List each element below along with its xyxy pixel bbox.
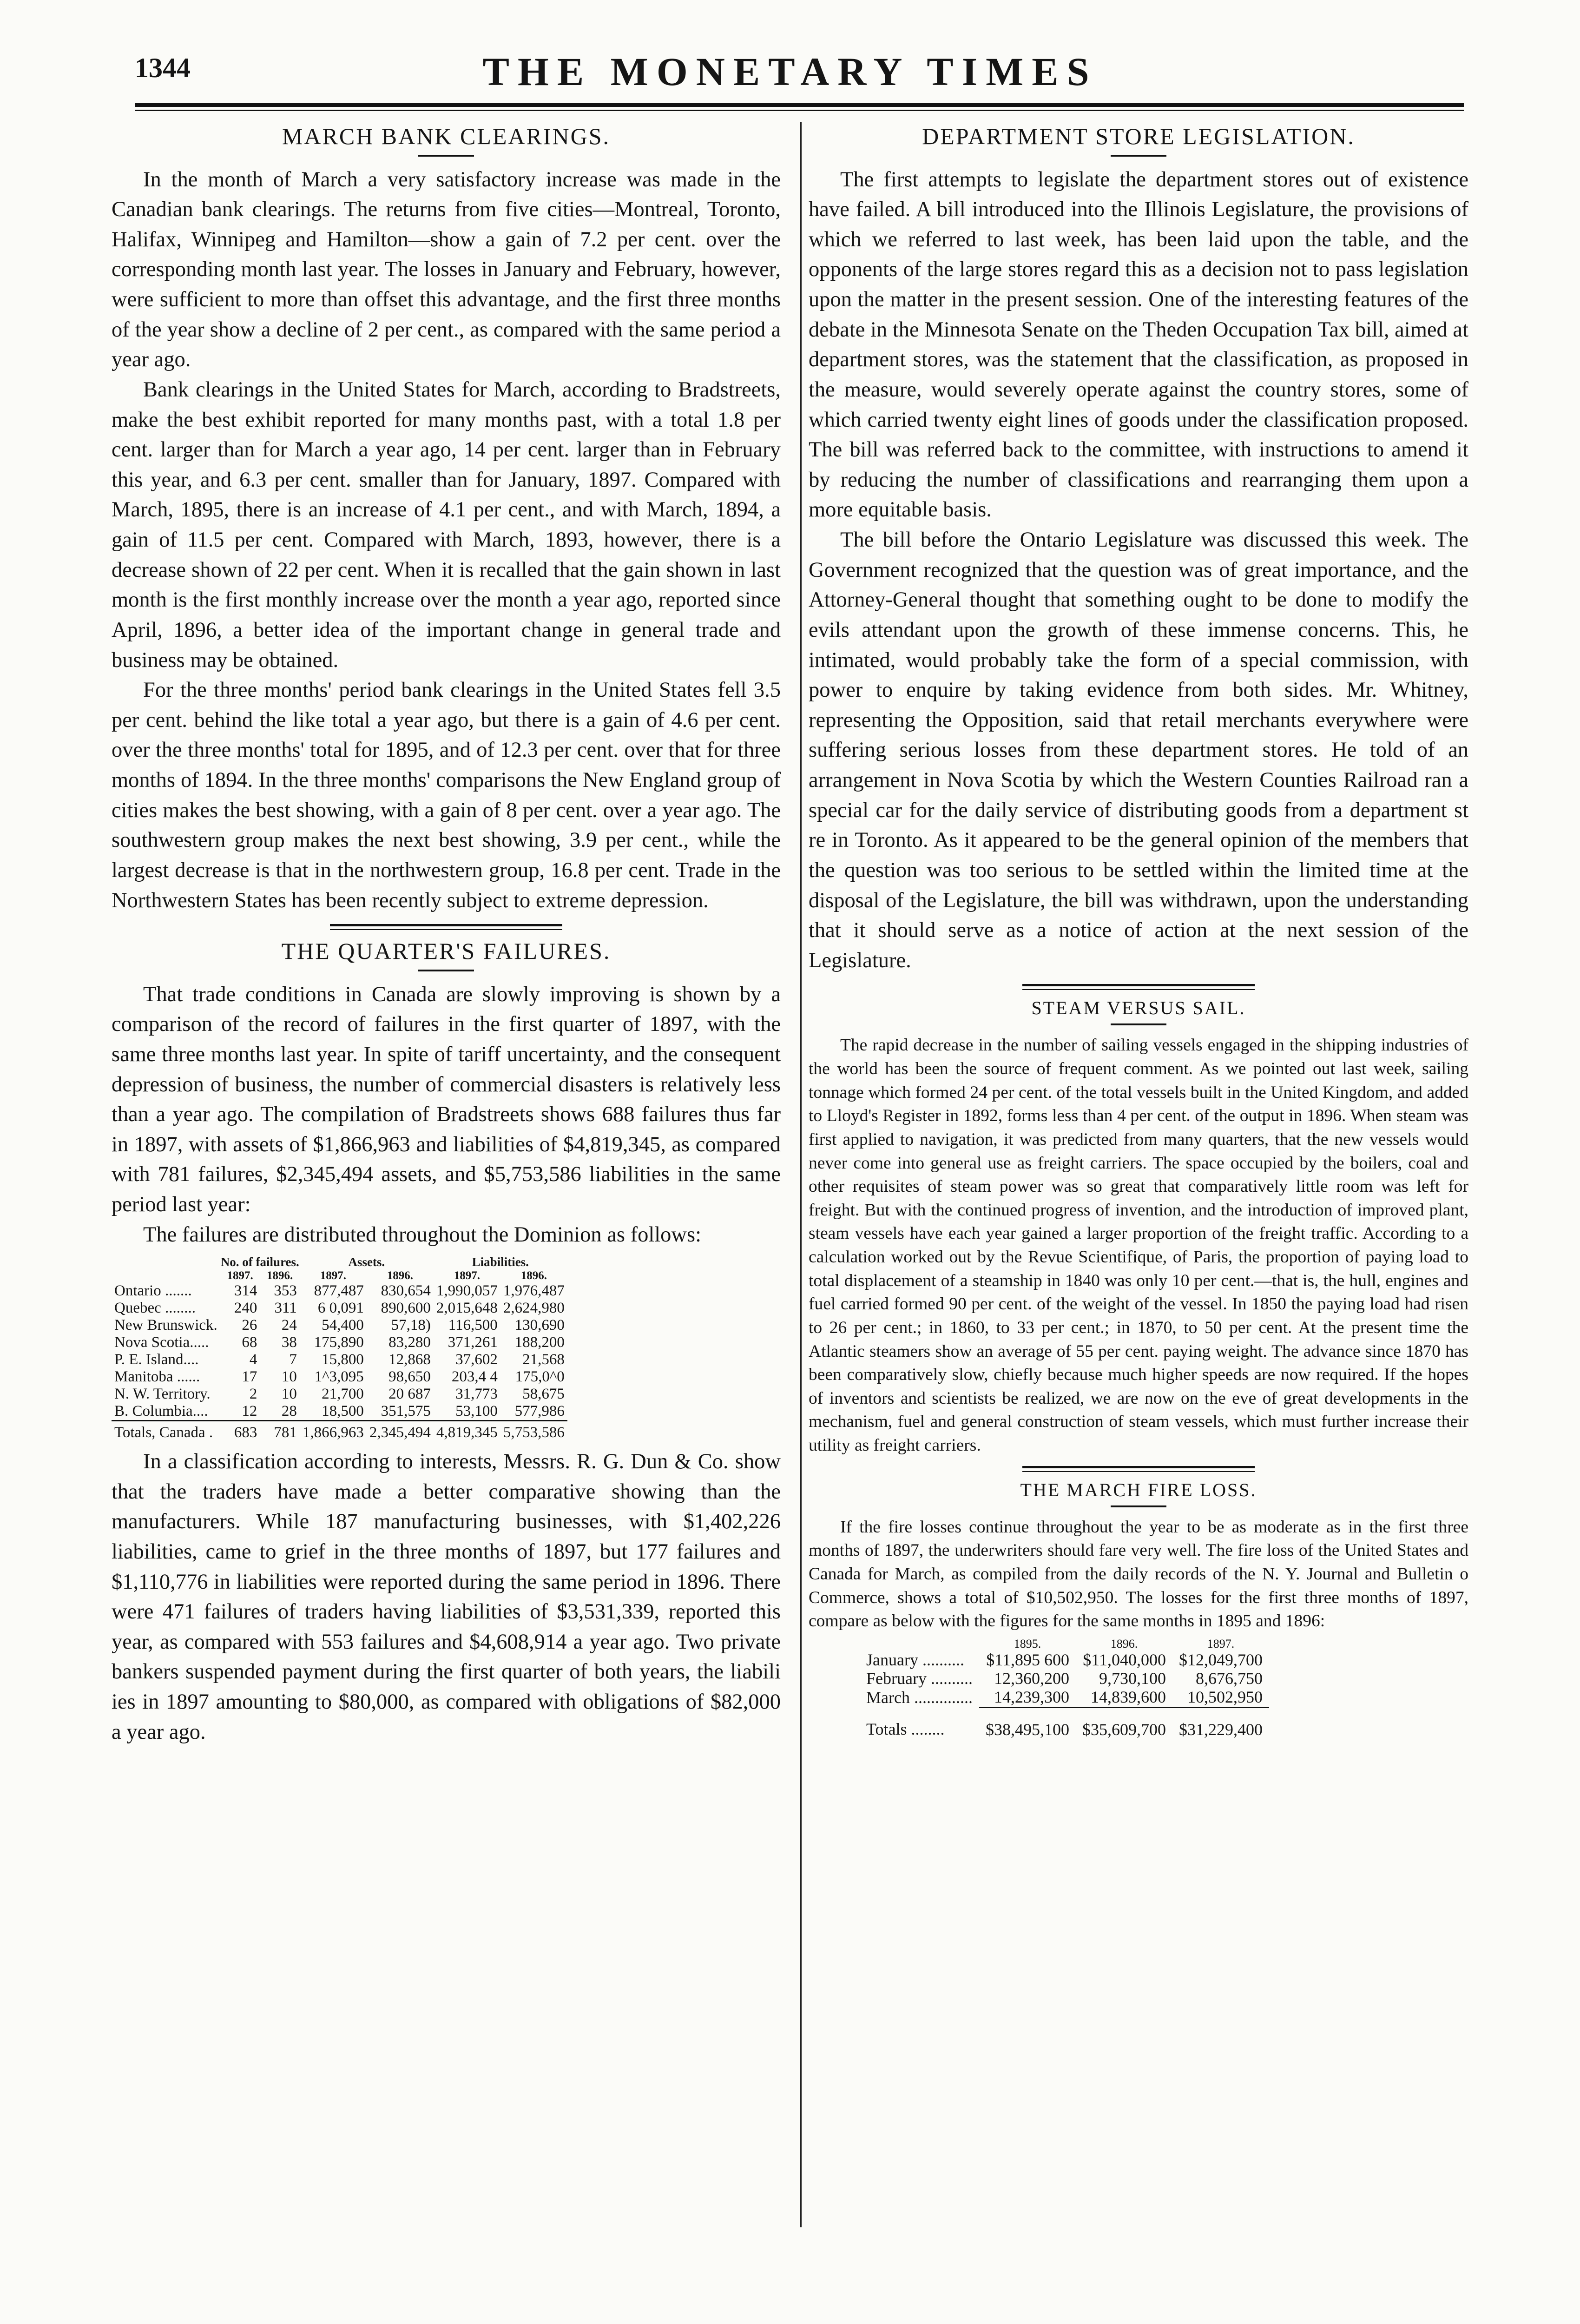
row-label: Ontario .......	[114, 1282, 192, 1300]
table-cell: 203,4 4	[451, 1368, 498, 1386]
table-cell: $31,229,400	[1172, 1707, 1269, 1739]
table-cell: 4	[249, 1351, 257, 1368]
table-cell: 7	[289, 1351, 297, 1368]
header-rule-thin	[135, 110, 1464, 111]
table-row	[112, 1282, 567, 1300]
right-column	[809, 122, 1468, 1739]
row-label: P. E. Island....	[114, 1351, 199, 1368]
table-row	[860, 1669, 1269, 1688]
table-row	[112, 1300, 567, 1317]
table-cell: 58,675	[522, 1386, 565, 1403]
table-cell: 371,261	[448, 1334, 498, 1351]
row-label: February ..........	[866, 1669, 973, 1688]
table-cell: 781	[260, 1421, 300, 1441]
row-label: B. Columbia....	[114, 1403, 208, 1420]
table-cell: 54,400	[322, 1317, 364, 1334]
article-title: DEPARTMENT STORE LEGISLATION.	[922, 123, 1355, 149]
table-cell: $12,049,700	[1178, 1650, 1263, 1669]
article-quarters-failures	[112, 937, 781, 1747]
table-cell: 1,990,057	[436, 1282, 498, 1300]
title-dash	[418, 970, 474, 971]
article-march-bank-clearings	[112, 122, 781, 916]
table-cell: 9,730,100	[1099, 1669, 1166, 1688]
failures-table	[112, 1254, 567, 1441]
table-cell: 26	[242, 1317, 257, 1334]
table-cell: 31,773	[455, 1386, 498, 1403]
paragraph: The first attempts to legislate the department stores out of existence have failed. A bill introduced into the Illinois Legislature, the provisions of which we referred to last week, has been laid upon the table, and the opponents of the large stores regard this as a decision not to pass legislation upon the matter in the present session. One of the interesting features of the debate in the Minnesota Senate on the Theden Occupation Tax bill, aimed at department stores, was the statement that the classification, as proposed in the measure, would severely operate against the country stores, some of which carried twenty eight lines of goods under the classification proposed. The bill was referred back to the committee, with instructions to amend it by reducing the number of classifications and rearranging them upon a more equitable basis.	[809, 167, 1468, 522]
table-cell: 577,986	[514, 1403, 565, 1420]
table-row	[860, 1688, 1269, 1707]
table-cell: 351,575	[381, 1403, 431, 1420]
article-department-store	[809, 122, 1468, 976]
paragraph: The bill before the Ontario Legislature was discussed this week. The Government recognized that the question was of great importance, and the Attorney-General thought that something ought to be done to modify the evils attendant upon the growth of these immense concerns. This, he intimated, would probably take the form of a special commission, with power to enquire by taking evidence from both sides. Mr. Whitney, representing the Opposition, said that retail merchants everywhere were suffering serious losses from these department stores. He told of an arrangement in Nova Scotia by which the Western Counties Railroad ran a special car for the daily service of distributing goods from a department st re in Toronto. As it appeared to be the general opinion of the members that the question was too serious to be settled within the limited time at the disposal of the Legislature, the bill was withdrawn, upon the understanding that it should serve as a notice of action at the next session of the Legislature.	[809, 528, 1468, 972]
table-cell: 10	[281, 1368, 297, 1386]
table-cell: 240	[234, 1300, 257, 1317]
table-row	[112, 1334, 567, 1351]
table-row	[112, 1317, 567, 1334]
table-cell: 18,500	[322, 1403, 364, 1420]
table-cell: 57,18)	[391, 1317, 431, 1334]
table-cell: 83,280	[388, 1334, 431, 1351]
table-cell: 24	[281, 1317, 297, 1334]
table-cell: 353	[274, 1282, 297, 1300]
paragraph: In the month of March a very satisfactory increase was made in the Canadian bank clearings. The returns from five cities—Montreal, Toronto, Halifax, Winnipeg and Hamilton—show a gain of 7.2 per cent. over the corresponding month last year. The losses in January and February, however, were sufficient to more than offset this advantage, and the first three months of the year show a decline of 2 per cent., as compared with the same period a year ago.	[112, 167, 781, 372]
year-header: 1896.	[1110, 1637, 1138, 1651]
table-cell: 14,239,300	[994, 1688, 1069, 1707]
table-cell: 38	[281, 1334, 297, 1351]
table-totals-row	[112, 1421, 567, 1441]
table-cell: 116,500	[448, 1317, 498, 1334]
table-cell: 10	[281, 1386, 297, 1403]
title-dash	[418, 155, 474, 157]
failures-table-body	[112, 1282, 567, 1420]
table-cell: $35,609,700	[1076, 1707, 1172, 1739]
column-divider	[800, 122, 802, 2227]
table-cell: 8,676,750	[1195, 1669, 1263, 1688]
paragraph: In a classification according to interests, Messrs. R. G. Dun & Co. show that the traders have made a better comparative showing than the manufacturers. While 187 manufacturing businesses, with $1,402,226 liabilities, came to grief in the three months of 1897, but 177 failures and $1,110,776 in liabilities were reported during the same period in 1896. There were 471 failures of traders having liabilities of $3,531,339, reported this year, as compared with 553 failures and $4,608,914 a year ago. Two private bankers suspended payment during the first quarter of both years, the liabili ies in 1897 amounting to $80,000, as compared with obligations of $82,000 a year ago.	[112, 1450, 781, 1744]
paragraph: If the fire losses continue throughout the year to be as moderate as in the first three months of 1897, the underwriters should fare very well. The fire loss of the United States and Canada for March, as compiled from the daily records of the N. Y. Journal and Bulletin o Commerce, shows a total of $10,502,950. The losses for the first three months of 1897, compare as below with the figures for the same months in 1895 and 1896:	[809, 1517, 1468, 1631]
table-cell: $11,895 600	[986, 1650, 1069, 1669]
table-cell: 10,502,950	[1187, 1688, 1263, 1707]
row-label: Nova Scotia.....	[114, 1334, 209, 1351]
page-number: 1344	[135, 53, 191, 83]
year-header: 1896.	[387, 1269, 413, 1282]
table-cell: 2,345,494	[367, 1421, 434, 1441]
row-label: Manitoba ......	[114, 1368, 200, 1386]
table-group-header: Assets.	[348, 1255, 385, 1269]
table-cell: 188,200	[514, 1334, 565, 1351]
table-cell: 21,568	[522, 1351, 565, 1368]
table-cell: 890,600	[381, 1300, 431, 1317]
year-header: 1896.	[266, 1269, 293, 1282]
table-group-header: No. of failures.	[220, 1255, 299, 1269]
row-label: N. W. Territory.	[114, 1386, 211, 1403]
row-label: New Brunswick.	[114, 1317, 217, 1334]
year-header: 1897.	[1207, 1637, 1235, 1651]
table-cell: 98,650	[388, 1368, 431, 1386]
table-row	[112, 1351, 567, 1368]
table-cell: 175,890	[314, 1334, 364, 1351]
row-label: March ..............	[866, 1688, 973, 1707]
table-cell: 4,819,345	[434, 1421, 500, 1441]
left-column	[112, 122, 781, 1747]
article-title: STEAM VERSUS SAIL.	[1031, 997, 1246, 1019]
table-row	[112, 1386, 567, 1403]
title-dash	[1111, 1023, 1166, 1025]
table-cell: $38,495,100	[979, 1707, 1076, 1739]
header-rule	[135, 103, 1464, 107]
table-cell: 683	[220, 1421, 260, 1441]
paragraph: That trade conditions in Canada are slowly improving is shown by a comparison of the record of failures in the first quarter of 1897, with the same three months last year. In spite of tariff uncertainty, and the consequent depression of business, the number of commercial disasters is relatively less than a year ago. The compilation of Bradstreets shows 688 failures thus far in 1897, with assets of $1,866,963 and liabilities of $4,819,345, as compared with 781 failures, $2,345,494 assets, and $5,753,586 liabilities in the same period last year:	[112, 982, 781, 1216]
table-cell: 17	[242, 1368, 257, 1386]
paragraph: The rapid decrease in the number of sailing vessels engaged in the shipping industries of the world has been the source of frequent comment. As we pointed out last week, sailing tonnage which formed 24 per cent. of the total vessels built in the United Kingdom, and added to Lloyd's Register in 1892, forms less than 4 per cent. of the output in 1896. When steam was first applied to navigation, it was predicted from many quarters, that the new vessels would never come into general use as freight carriers. The space occupied by the boilers, coal and other requisites of steam power was so great that comparatively little room was left for freight. But with the continued progress of invention, and the introduction of improved plant, steam vessels have each year gained a larger proportion of the freight traffic. According to a calculation worked out by the Revue Scientifique, of Paris, the proportion of paying load to total displacement of a steamship in 1840 was only 10 per cent.—that is, the hull, engines and fuel carried formed 90 per cent. of the weight of the vessel. In 1850 the paying load had risen to 26 per cent.; in 1860, to 33 per cent.; in 1870, to 50 per cent. At the present time the Atlantic steamers show an average of 55 per cent. paying weight. The advance since 1870 has been comparatively slow, chiefly because much higher speeds are now required. If the hopes of inventors and scientists be realized, we are now on the eve of great developments in the mechanism, fuel and general construction of steam vessels, which must further increase their utility as freight carriers.	[809, 1036, 1468, 1455]
table-cell: 37,602	[455, 1351, 498, 1368]
table-cell: 830,654	[381, 1282, 431, 1300]
paragraph: The failures are distributed throughout the Dominion as follows:	[143, 1222, 702, 1247]
table-cell: 1,866,963	[300, 1421, 367, 1441]
row-label: Quebec ........	[114, 1300, 196, 1317]
table-row	[112, 1403, 567, 1420]
table-cell: 2	[249, 1386, 257, 1403]
table-cell: 2,015,648	[436, 1300, 498, 1317]
section-rule	[1022, 984, 1255, 990]
table-cell: 14,839,600	[1090, 1688, 1166, 1707]
article-title: MARCH BANK CLEARINGS.	[282, 123, 611, 149]
section-rule	[1022, 1466, 1255, 1472]
table-cell: 1^3,095	[314, 1368, 364, 1386]
table-cell: 12,360,200	[994, 1669, 1069, 1688]
table-group-header: Liabilities.	[472, 1255, 529, 1269]
article-title: THE QUARTER'S FAILURES.	[281, 938, 611, 964]
table-totals-row	[860, 1707, 1269, 1739]
title-dash	[1111, 155, 1166, 157]
row-label: January ..........	[866, 1650, 964, 1669]
table-cell: 314	[234, 1282, 257, 1300]
fire-loss-table	[860, 1637, 1269, 1739]
paragraph: Bank clearings in the United States for March, according to Bradstreets, make the best exhibit reported for many months past, with a total 1.8 per cent. larger than for March a year ago, 14 per cent. larger than in February this year, and 6.3 per cent. smaller than for January, 1897. Compared with March, 1895, there is an increase of 4.1 per cent., and with March, 1894, a gain of 11.5 per cent. Compared with March, 1893, however, there is a decrease shown of 22 per cent. When it is recalled that the gain shown in last month is the first monthly increase over the month a year ago, reported since April, 1896, a better idea of the important change in general trade and business may be obtained.	[112, 377, 781, 672]
table-cell: 1,976,487	[503, 1282, 565, 1300]
table-cell: 2,624,980	[503, 1300, 565, 1317]
table-cell: 130,690	[514, 1317, 565, 1334]
table-cell: 68	[242, 1334, 257, 1351]
totals-label: Totals ........	[866, 1720, 945, 1739]
year-header: 1895.	[1014, 1637, 1041, 1651]
paragraph: For the three months' period bank clearings in the United States fell 3.5 per cent. behind the like total a year ago, but there is a gain of 4.6 per cent. over the three months' total for 1895, and of 12.3 per cent. over that for three months of 1894. In the three months' comparisons the New England group of cities makes the best showing, with a gain of 8 per cent. over a year ago. The southwestern group makes the next best showing, 3.9 per cent., while the largest decrease is that in the northwestern group, 16.8 per cent. Trade in the Northwestern States has been recently subject to extreme depression.	[112, 678, 781, 912]
table-cell: 53,100	[455, 1403, 498, 1420]
table-cell: $11,040,000	[1083, 1650, 1166, 1669]
year-header: 1896.	[520, 1269, 547, 1282]
table-cell: 6 0,091	[317, 1300, 364, 1317]
table-row	[112, 1368, 567, 1386]
totals-label: Totals, Canada .	[112, 1421, 220, 1441]
table-cell: 5,753,586	[500, 1421, 567, 1441]
title-dash	[1111, 1505, 1166, 1507]
masthead: THE MONETARY TIMES	[482, 49, 1098, 94]
table-cell: 877,487	[314, 1282, 364, 1300]
table-row	[860, 1651, 1269, 1669]
table-cell: 311	[274, 1300, 297, 1317]
table-cell: 12	[242, 1403, 257, 1420]
table-cell: 28	[281, 1403, 297, 1420]
table-cell: 20 687	[388, 1386, 431, 1403]
table-cell: 175,0^0	[515, 1368, 565, 1386]
section-rule	[330, 924, 562, 930]
article-title: THE MARCH FIRE LOSS.	[1020, 1479, 1257, 1500]
year-header: 1897.	[227, 1269, 253, 1282]
year-header: 1897.	[454, 1269, 480, 1282]
table-cell: 12,868	[388, 1351, 431, 1368]
table-cell: 15,800	[322, 1351, 364, 1368]
fire-loss-table-body	[860, 1651, 1269, 1707]
table-cell: 21,700	[322, 1386, 364, 1403]
article-march-fire-loss	[809, 1479, 1468, 1739]
article-steam-versus-sail	[809, 997, 1468, 1457]
year-header: 1897.	[320, 1269, 346, 1282]
